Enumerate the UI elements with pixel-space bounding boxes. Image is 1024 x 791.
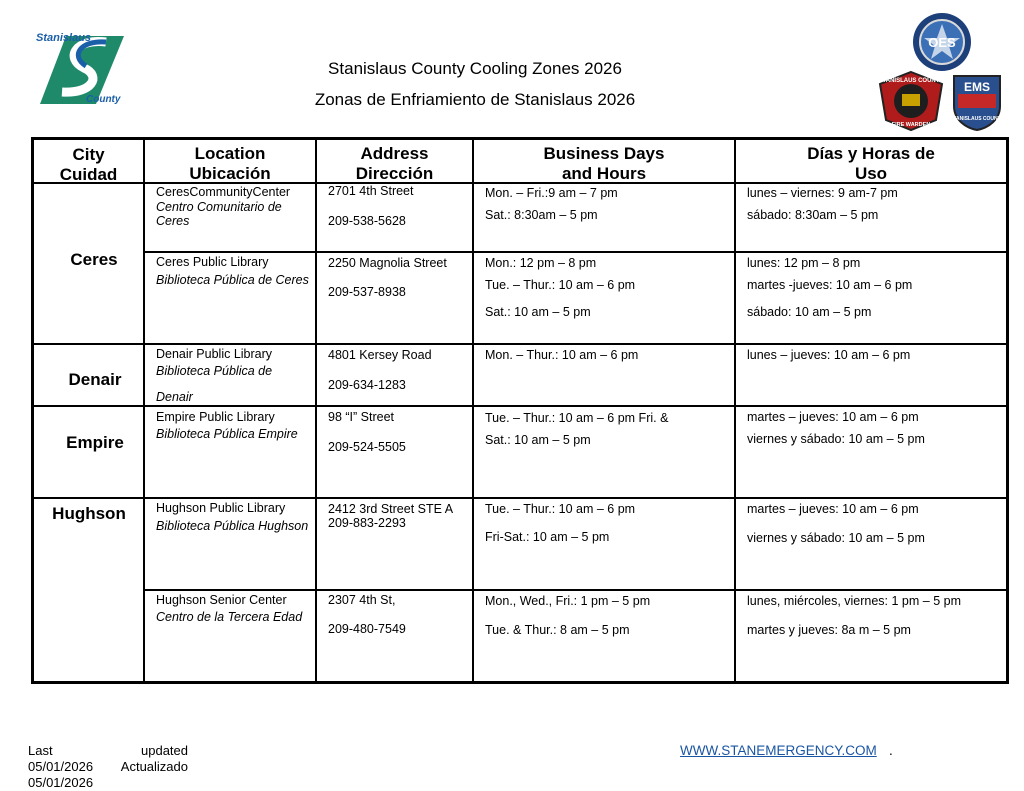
stanislaus-county-logo <box>36 28 128 108</box>
header-business-hours: Business Days and Hours <box>543 144 665 183</box>
hours-es: viernes y sábado: 10 am – 5 pm <box>747 432 925 446</box>
svg-text:EMS: EMS <box>963 80 991 94</box>
phone: 209-537-8938 <box>328 285 406 299</box>
address: 2250 Magnolia Street <box>328 256 447 270</box>
last-label: Last <box>28 743 53 758</box>
hours-en: Tue. – Thur.: 10 am – 6 pm <box>485 502 636 516</box>
hours-en: Sat.: 10 am – 5 pm <box>485 305 591 319</box>
oes-seal-icon <box>912 12 972 72</box>
hours-es: martes -jueves: 10 am – 6 pm <box>747 278 913 292</box>
table-border-top <box>31 137 1009 140</box>
hours-en: Mon.: 12 pm – 8 pm <box>485 256 597 270</box>
location-name: Denair Public Library <box>156 347 273 361</box>
page-title <box>250 53 700 115</box>
location-name-es: Biblioteca Pública Hughson <box>156 519 309 533</box>
last-updated <box>28 743 188 791</box>
cooling-zones-table <box>31 137 1009 684</box>
svg-text:FIRE WARDEN: FIRE WARDEN <box>891 122 931 128</box>
row-divider <box>143 251 1009 253</box>
hours-en: Fri-Sat.: 10 am – 5 pm <box>485 530 610 544</box>
hours-es: martes – jueves: 10 am – 6 pm <box>747 502 919 516</box>
header-address: Address Dirección <box>355 144 434 183</box>
hours-es: lunes – jueves: 10 am – 6 pm <box>747 348 911 362</box>
row-divider <box>31 497 1009 499</box>
hours-es: martes y jueves: 8a m – 5 pm <box>747 623 911 637</box>
col-divider <box>734 137 736 684</box>
hours-en: Tue. – Thur.: 10 am – 6 pm <box>485 278 636 292</box>
title-spanish: Zonas de Enfriamiento de Stanislaus 2026 <box>314 90 636 109</box>
svg-text:STANISLAUS COUNTY: STANISLAUS COUNTY <box>949 116 1005 122</box>
address: 2307 4th St, <box>328 593 396 607</box>
hours-en: Sat.: 10 am – 5 pm <box>485 433 591 447</box>
hours-es: lunes, miércoles, viernes: 1 pm – 5 pm <box>747 594 961 608</box>
address: 4801 Kersey Road <box>328 348 432 362</box>
address: 2701 4th Street <box>328 184 414 198</box>
hours-es: sábado: 10 am – 5 pm <box>747 305 872 319</box>
table-border-left <box>31 137 34 684</box>
row-divider <box>143 589 1009 591</box>
hours-en: Sat.: 8:30am – 5 pm <box>485 208 598 222</box>
hours-en: Tue. – Thur.: 10 am – 6 pm Fri. & <box>485 411 669 425</box>
phone: 209-538-5628 <box>328 214 406 228</box>
hours-en: Mon. – Fri.:9 am – 7 pm <box>485 186 618 200</box>
table-border-right <box>1006 137 1009 684</box>
phone: 209-524-5505 <box>328 440 406 454</box>
location-name: Hughson Public Library <box>156 501 286 515</box>
hours-en: Mon. – Thur.: 10 am – 6 pm <box>485 348 639 362</box>
location-name: CeresCommunityCenter <box>156 185 291 199</box>
hours-es: lunes – viernes: 9 am-7 pm <box>747 186 898 200</box>
phone: 209-883-2293 <box>328 516 406 530</box>
website-link[interactable]: WWW.STANEMERGENCY.COM <box>680 743 877 758</box>
location-name-es: Centro de la Tercera Edad <box>156 610 303 624</box>
actualizado-label: Actualizado <box>120 759 188 774</box>
hours-en: Mon., Wed., Fri.: 1 pm – 5 pm <box>485 594 651 608</box>
phone: 209-634-1283 <box>328 378 406 392</box>
location-name: Empire Public Library <box>156 410 275 424</box>
table-border-bottom <box>31 681 1009 684</box>
location-name-es: Biblioteca Pública de <box>156 364 273 378</box>
col-divider <box>315 137 317 684</box>
header-dias-horas: Días y Horas de Uso <box>807 144 935 183</box>
hours-es: lunes: 12 pm – 8 pm <box>747 256 861 270</box>
ems-seal-icon <box>948 70 1006 132</box>
svg-text:Stanislaus: Stanislaus <box>36 32 92 44</box>
hours-es: viernes y sábado: 10 am – 5 pm <box>747 531 925 545</box>
location-name-es: Centro Comunitario de <box>156 200 282 214</box>
svg-text:STANISLAUS COUNTY: STANISLAUS COUNTY <box>878 78 944 84</box>
title-english: Stanislaus County Cooling Zones 2026 <box>328 59 622 78</box>
header-city: City Cuidad <box>59 145 118 184</box>
address: 98 “I” Street <box>328 410 394 424</box>
col-divider <box>472 137 474 684</box>
city-empire: Empire <box>66 433 124 452</box>
updated-label: updated <box>141 743 188 758</box>
location-name-es: Denair <box>156 390 193 404</box>
footer-period: . <box>889 743 893 758</box>
location-name: Hughson Senior Center <box>156 593 287 607</box>
hours-es: sábado: 8:30am – 5 pm <box>747 208 879 222</box>
hours-es: martes – jueves: 10 am – 6 pm <box>747 410 919 424</box>
location-name-es: Ceres <box>156 214 190 228</box>
city-ceres: Ceres <box>70 250 118 269</box>
location-name-es: Biblioteca Pública de Ceres <box>156 273 309 287</box>
location-name-es: Biblioteca Pública Empire <box>156 427 298 441</box>
hours-en: Tue. & Thur.: 8 am – 5 pm <box>485 623 630 637</box>
row-divider <box>31 343 1009 345</box>
city-hughson: Hughson <box>52 504 126 523</box>
city-denair: Denair <box>68 370 122 389</box>
fire-warden-seal-icon <box>876 70 946 132</box>
address: 2412 3rd Street STE A <box>328 502 454 516</box>
actualizado-date: 05/01/2026 <box>28 775 94 790</box>
updated-date: 05/01/2026 <box>28 759 94 774</box>
col-divider <box>143 137 145 684</box>
header-location: Location Ubicación <box>189 144 271 183</box>
location-name: Ceres Public Library <box>156 255 269 269</box>
svg-text:OES: OES <box>928 35 956 50</box>
phone: 209-480-7549 <box>328 622 406 636</box>
row-divider <box>31 405 1009 407</box>
svg-text:County: County <box>86 94 121 105</box>
